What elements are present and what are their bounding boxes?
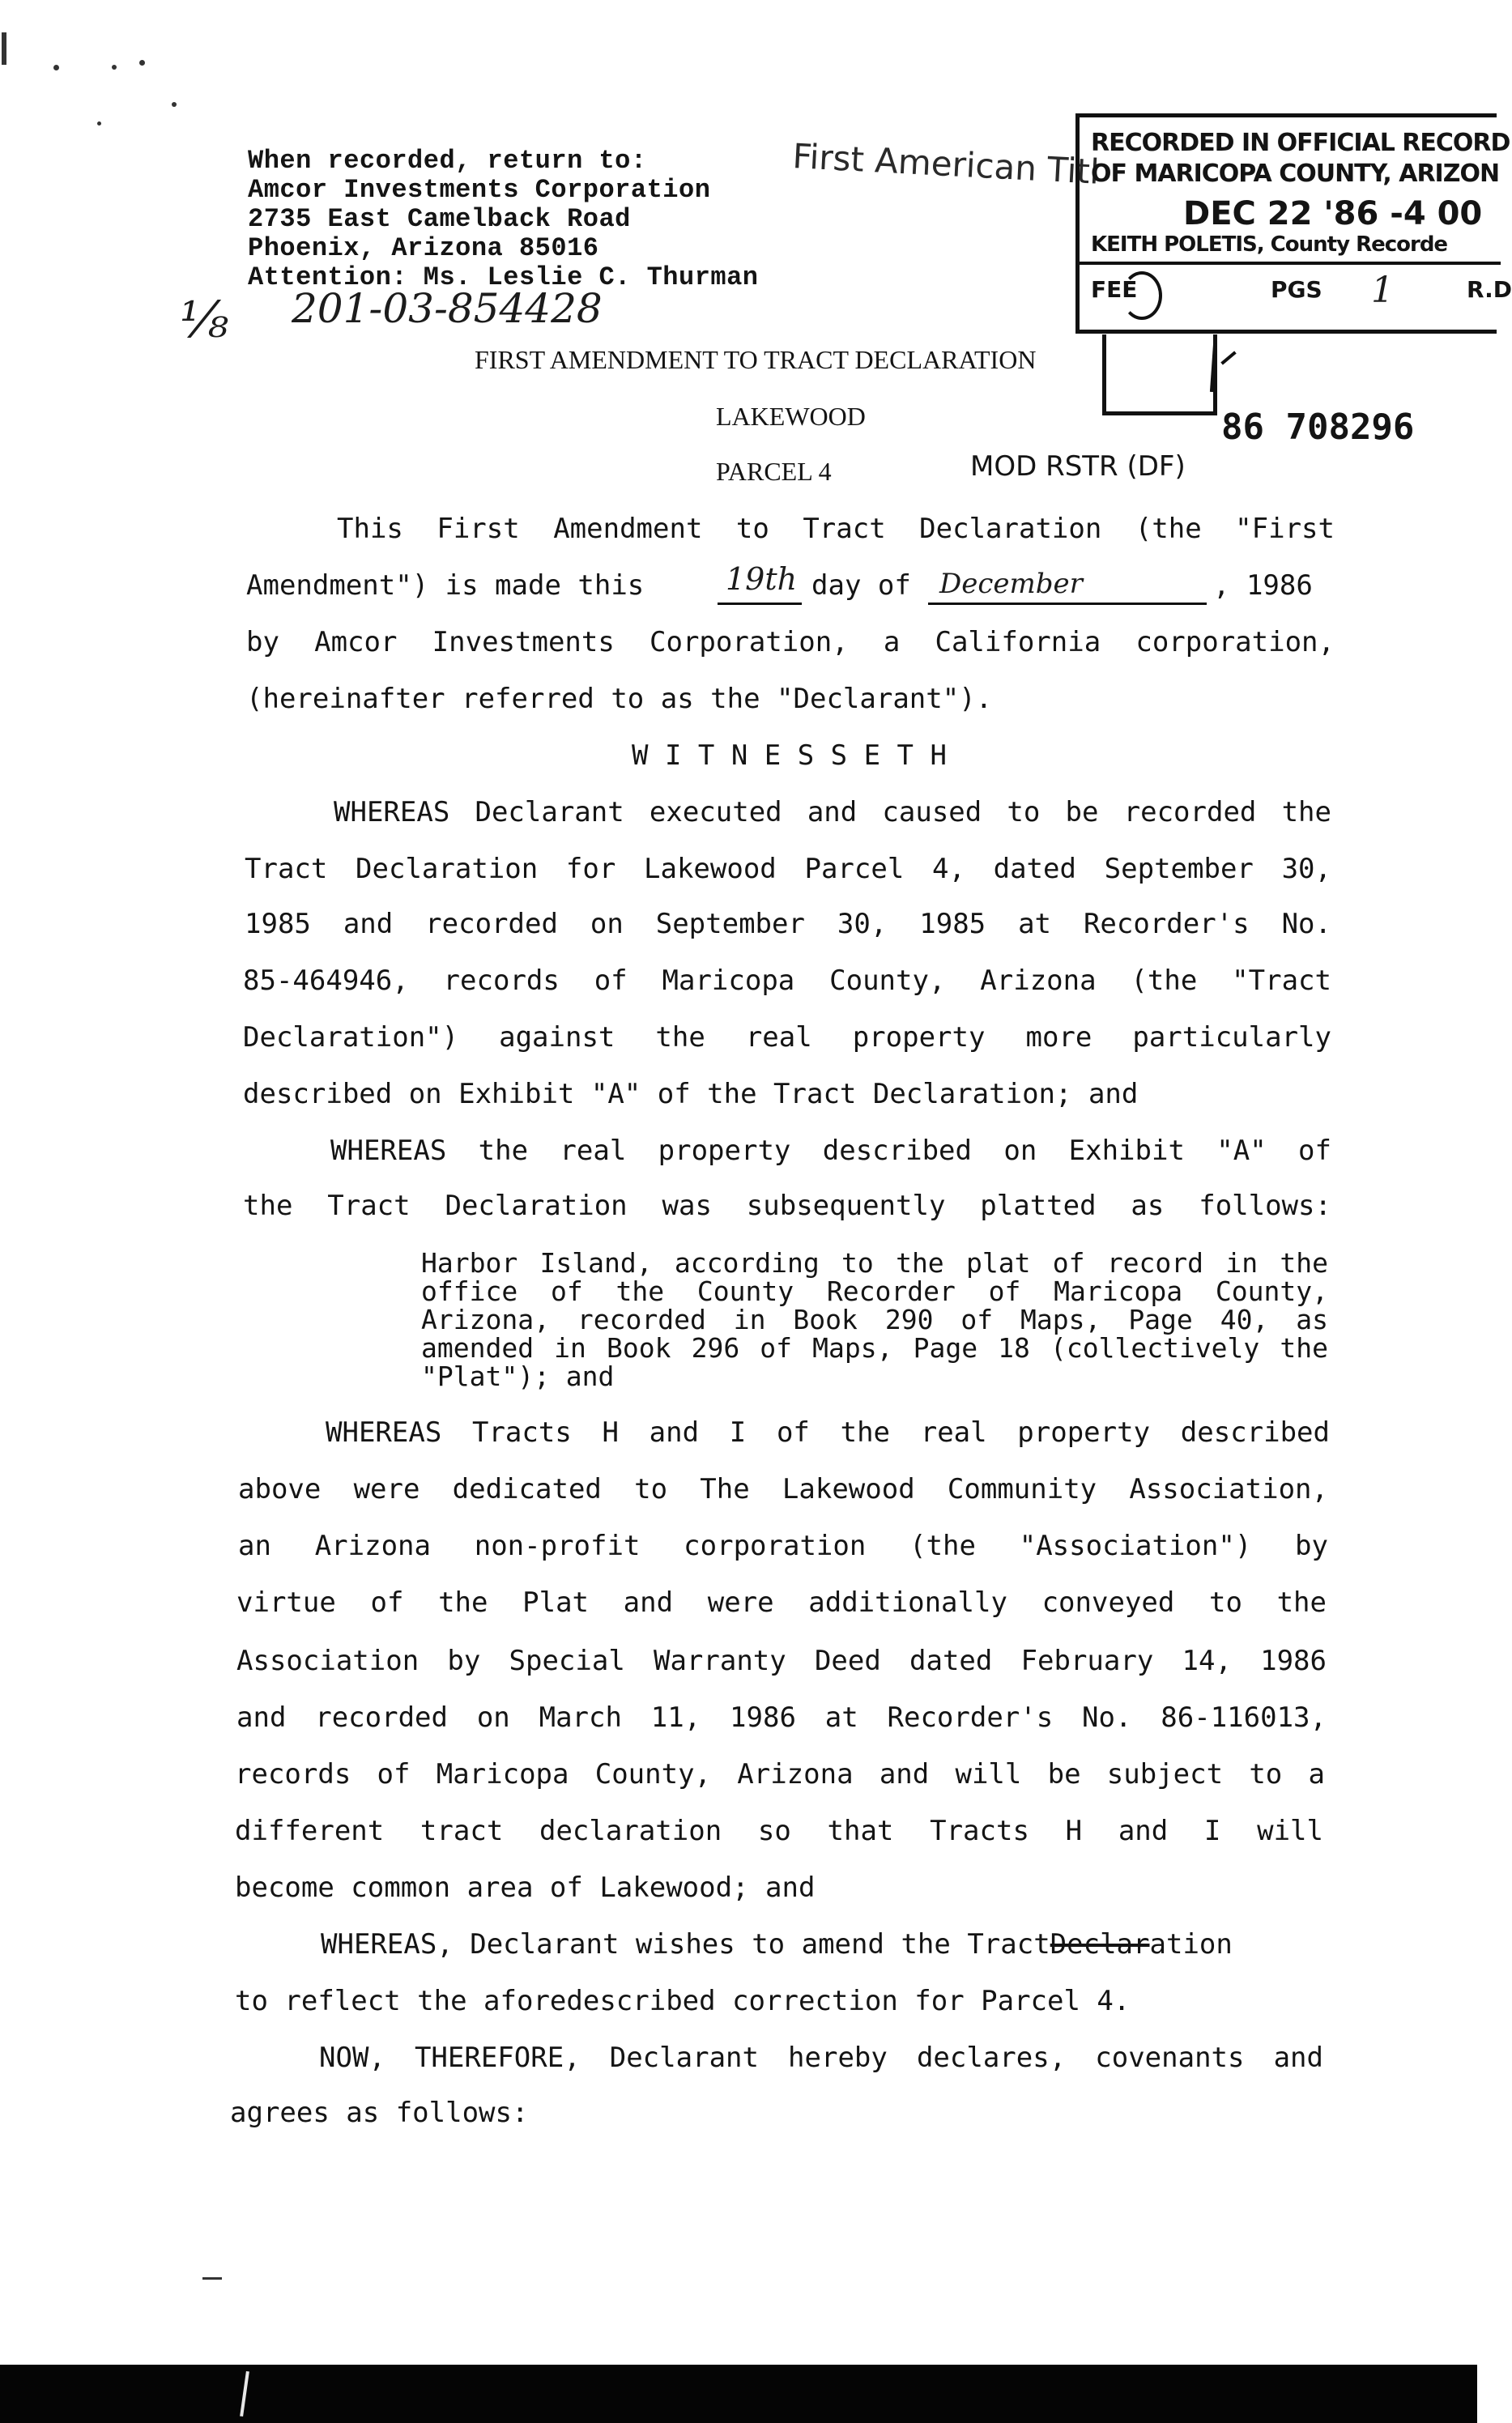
stamp-pgs-value: 1 <box>1371 270 1394 311</box>
first-american-stamp: First American Titl <box>791 136 1101 192</box>
recital-line: WHEREAS Tracts H and I of the real property described <box>326 1416 1330 1449</box>
recital-line: Tract Declaration for Lakewood Parcel 4, dated September 30, <box>245 853 1331 885</box>
scan-speck <box>172 102 177 107</box>
handwritten-margin-mark: ⅛ <box>180 290 229 349</box>
scan-speck <box>53 65 59 70</box>
recital-line: Association by Special Warranty Deed dated February 14, 1986 <box>236 1645 1327 1677</box>
now-therefore-line <box>319 2044 1323 2072</box>
handwritten-month: December <box>939 568 1083 600</box>
recital-line: described on Exhibit "A" of the Tract Declaration; and <box>243 1078 1139 1110</box>
month-blank <box>928 568 1207 605</box>
intro-text: Amendment") is made this <box>246 569 645 602</box>
scan-speck <box>97 121 101 126</box>
recital-line: records of Maricopa County, Arizona and will be subject to a <box>235 1758 1325 1791</box>
page-title: FIRST AMENDMENT TO TRACT DECLARATION <box>475 345 1037 374</box>
intro-line-2 <box>246 561 1335 602</box>
recital-line: WHEREAS the real property described on Exhibit "A" of <box>330 1135 1331 1167</box>
recital-line: become common area of Lakewood; and <box>235 1872 816 1904</box>
recital-line: different tract declaration so that Tracts H and I will <box>235 1815 1323 1847</box>
scan-speck <box>202 2277 222 2280</box>
plat-quote: Harbor Island, according to the plat of record in the office of the County Recorder of Maricopa County, Arizona, recorded in Book 290 of Maps, Page 40, as amended in Book 296 of Maps, Page 18 (collectively the "Plat"); and <box>421 1247 1328 1392</box>
stamp-fee-label: FEE <box>1091 276 1138 303</box>
stamp-fee-circle <box>1122 271 1162 320</box>
return-line: When recorded, return to: <box>248 146 647 176</box>
recital-text: ation <box>1149 1928 1233 1961</box>
now-therefore-line: agrees as follows: <box>230 2097 529 2129</box>
stamp-pgs-label: PGS <box>1271 276 1322 303</box>
title-sub-lakewood: LAKEWOOD <box>716 402 866 431</box>
recital-line: and recorded on March 11, 1986 at Recorder's No. 86-116013, <box>236 1701 1327 1734</box>
witnesseth-heading: W I T N E S S E T H <box>632 739 947 772</box>
recital-line: an Arizona non-profit corporation (the "Association") by <box>238 1530 1328 1562</box>
intro-line: by Amcor Investments Corporation, a California corporation, <box>246 626 1335 658</box>
stamp-inner-box <box>1102 334 1217 415</box>
scan-speck <box>112 65 117 70</box>
recital-line: 85-464946, records of Maricopa County, Arizona (the "Tract <box>243 965 1331 997</box>
title-sub-parcel: PARCEL 4 <box>716 457 832 486</box>
recital-line: virtue of the Plat and were additionally conveyed to the <box>236 1586 1327 1619</box>
return-line: Attention: Ms. Leslie C. Thurman <box>248 262 759 292</box>
record-number: 86 708296 <box>1221 407 1415 448</box>
intro-text: , 1986 <box>1213 569 1313 602</box>
stamp-divider <box>1080 262 1501 265</box>
struck-text: Declar <box>1050 1928 1150 1961</box>
recital-line: the Tract Declaration was subsequently platted as follows: <box>243 1190 1331 1222</box>
stamp-recorder: KEITH POLETIS, County Recorde <box>1091 232 1448 257</box>
return-line: Amcor Investments Corporation <box>248 175 711 205</box>
intro-line: (hereinafter referred to as the "Declarant"). <box>246 683 993 715</box>
day-blank <box>718 561 802 605</box>
recital-line: to reflect the aforedescribed correction for Parcel 4. <box>235 1985 1131 2017</box>
stamp-line-2: OF MARICOPA COUNTY, ARIZON <box>1091 160 1500 188</box>
stamp-rd-label: R.D <box>1467 276 1512 303</box>
recital-text: WHEREAS, Declarant wishes to amend the Tract <box>321 1928 1050 1961</box>
mod-restriction: MOD RSTR (DF) <box>970 450 1186 483</box>
recital-line: 1985 and recorded on September 30, 1985 at Recorder's No. <box>245 908 1331 940</box>
recording-stamp <box>1075 113 1512 334</box>
recital-line: above were dedicated to The Lakewood Community Association, <box>238 1473 1328 1505</box>
scan-speck <box>139 60 145 66</box>
now-therefore-text: NOW, THEREFORE, Declarant hereby declares, covenants and <box>319 2042 1323 2074</box>
scan-speck <box>2 32 6 65</box>
recital-line: WHEREAS Declarant executed and caused to be recorded the <box>334 796 1331 828</box>
stamp-date-time: DEC 22 '86 -4 00 <box>1183 195 1483 232</box>
handwritten-day: 19th <box>726 561 798 597</box>
intro-line: This First Amendment to Tract Declaration (the "First <box>337 513 1335 545</box>
intro-text: day of <box>811 569 911 602</box>
stamp-line-1: RECORDED IN OFFICIAL RECORD <box>1091 129 1510 157</box>
scan-bottom-edge <box>0 2365 1477 2423</box>
recital-line: Declaration") against the real property more particularly <box>243 1021 1331 1054</box>
stamp-slash-mark <box>1220 351 1236 364</box>
return-line: 2735 East Camelback Road <box>248 204 631 234</box>
recital-line <box>321 1928 1233 1961</box>
return-line: Phoenix, Arizona 85016 <box>248 233 599 263</box>
handwritten-file-number: 201-03-854428 <box>292 285 603 332</box>
